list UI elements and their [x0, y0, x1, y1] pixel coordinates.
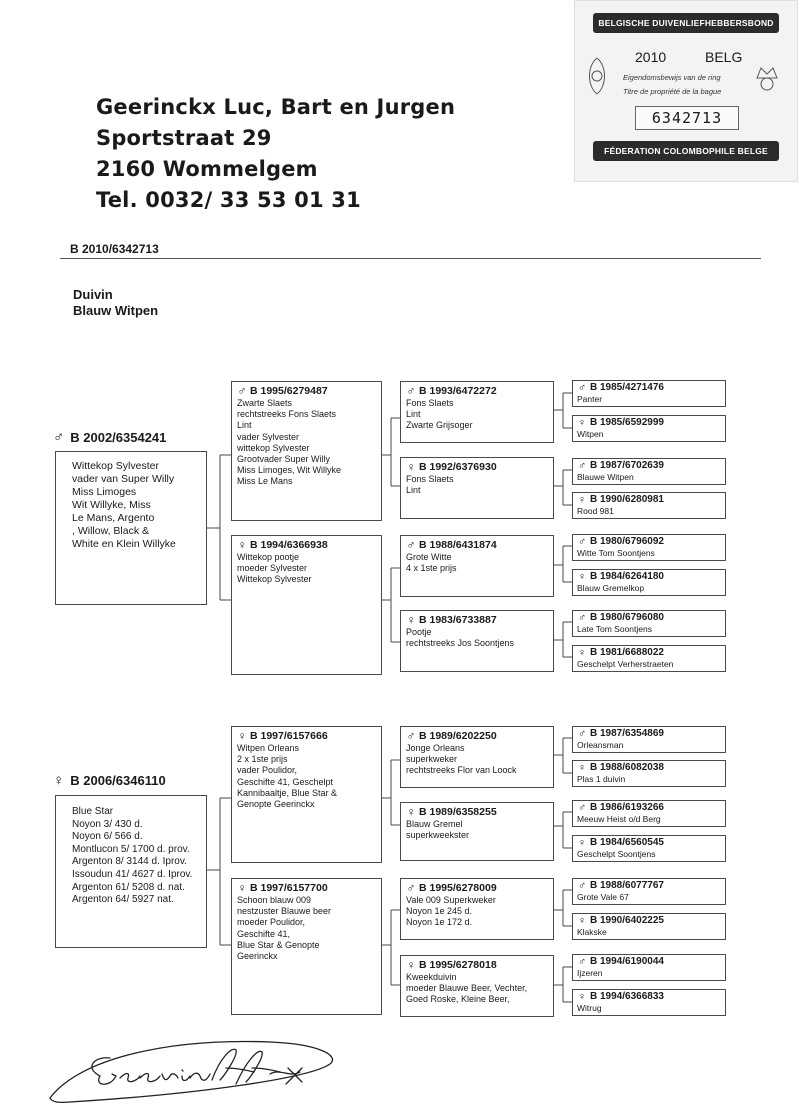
gen5-ring: B 1994/6366833: [590, 991, 664, 1002]
gen5-name: Orleansman: [577, 740, 624, 750]
gen4-box: [400, 878, 554, 940]
dam-line: Blue Star: [72, 806, 114, 817]
gen5-ring: B 1988/6082038: [590, 762, 664, 773]
female-icon: ♀: [237, 881, 247, 895]
gen3-line: Geschifte 41, Geschelpt: [237, 776, 334, 787]
gen5-name: Meeuw Heist o/d Berg: [577, 814, 661, 824]
gen5-name: Witpen: [577, 429, 604, 439]
gen3-line: Lint: [237, 420, 252, 431]
gen5-box: [572, 954, 726, 981]
gen3-line: Wittekop pootje: [237, 552, 300, 562]
male-icon: ♂: [577, 536, 587, 548]
male-icon: ♂: [577, 956, 587, 968]
female-icon: ♀: [406, 958, 416, 972]
gen3-ring: B 1997/6157666: [250, 730, 328, 742]
gen4-line: Jonge Orleans: [406, 743, 465, 753]
gen5-box: [572, 800, 726, 827]
gen4-ring: B 1995/6278009: [419, 882, 497, 894]
male-icon: ♂: [237, 384, 247, 398]
gen5-ring: B 1980/6796080: [590, 612, 664, 623]
gen3-line: nestzuster Blauwe beer: [237, 906, 332, 917]
male-icon: ♂: [406, 729, 416, 743]
gen3-line: vader Poulidor,: [237, 765, 298, 776]
gen5-name: Blauwe Witpen: [577, 472, 634, 482]
gen3-box: [231, 535, 382, 675]
gen5-ring: B 1990/6402225: [590, 915, 664, 926]
gen4-line: rechtstreeks Jos Soontjens: [406, 638, 515, 649]
dam-line: Issoudun 41/ 4627 d. Iprov.: [72, 868, 193, 880]
gen5-ring: B 1985/6592999: [590, 417, 664, 428]
gen3-line: Geschifte 41,: [237, 928, 291, 939]
sire-line: vader van Super Willy: [72, 473, 175, 485]
sire-line: Miss Limoges: [72, 486, 137, 498]
gen4-line: Zwarte Grijsoger: [406, 420, 473, 431]
gen4-box: [400, 726, 554, 788]
dam-line: Argenton 64/ 5927 nat.: [72, 894, 174, 906]
bird-sex: Duivin: [73, 287, 113, 302]
gen4-line: Blauw Gremel: [406, 819, 463, 829]
female-icon: ♀: [406, 460, 416, 474]
sire-line: Wit Willyke, Miss: [72, 499, 151, 511]
female-icon: ♀: [406, 805, 416, 819]
female-icon: ♀: [406, 613, 416, 627]
gen3-line: moeder Sylvester: [237, 563, 308, 574]
gen3-ring: B 1994/6366938: [250, 539, 328, 551]
gen5-name: Blauw Gremelkop: [577, 583, 645, 593]
gen4-ring: B 1993/6472272: [419, 385, 497, 397]
sire-line: , Willow, Black &: [72, 525, 150, 537]
gen4-line: 4 x 1ste prijs: [406, 563, 457, 574]
bird-color: Blauw Witpen: [73, 303, 159, 318]
gen5-ring: B 1990/6280981: [590, 494, 664, 505]
owner-street: Sportstraat 29: [96, 126, 272, 150]
gen4-ring: B 1988/6431874: [419, 539, 497, 551]
handwritten-signature: [40, 1028, 350, 1108]
gen4-line: Vale 009 Superkweker: [406, 895, 496, 905]
gen5-name: Klakske: [577, 927, 607, 937]
gen4-ring: B 1983/6733887: [419, 614, 497, 626]
gen5-name: Witrug: [577, 1003, 602, 1013]
gen4-ring: B 1992/6376930: [419, 461, 497, 473]
certificate-number: 6342713: [635, 106, 739, 130]
gen5-name: Grote Vale 67: [577, 892, 629, 902]
gen3-box: [231, 726, 382, 863]
gen5-name: Late Tom Soontjens: [577, 624, 652, 634]
gen3-ring: B 1997/6157700: [250, 882, 328, 894]
gen4-box: [400, 610, 554, 672]
gen3-line: Miss Limoges, Wit Willyke: [237, 465, 342, 476]
gen5-ring: B 1984/6264180: [590, 571, 664, 582]
gen5-ring: B 1980/6796092: [590, 536, 664, 547]
gen3-line: Wittekop Sylvester: [237, 574, 312, 585]
dam-line: Argenton 61/ 5208 d. nat.: [72, 881, 185, 893]
female-icon: ♀: [577, 571, 587, 583]
certificate-org-fr: FÉDERATION COLOMBOPHILE BELGE: [593, 141, 779, 161]
gen3-line: 2 x 1ste prijs: [237, 754, 288, 765]
male-icon: ♂: [406, 538, 416, 552]
female-icon: ♀: [577, 991, 587, 1003]
gen5-box: [572, 760, 726, 787]
gen5-name: Geschelpt Verherstraeten: [577, 659, 674, 669]
gen3-line: Genopte Geerinckx: [237, 799, 315, 810]
female-icon: ♀: [577, 417, 587, 429]
gen5-box: [572, 569, 726, 596]
dam-line: Noyon 3/ 430 d.: [72, 818, 143, 830]
owner-city: 2160 Wommelgem: [96, 157, 318, 181]
gen4-box: [400, 802, 554, 861]
dam-header: [53, 772, 166, 789]
gen5-ring: B 1986/6193266: [590, 802, 664, 813]
female-icon: ♀: [577, 762, 587, 774]
sire-line: Wittekop Sylvester: [72, 460, 159, 472]
gen5-box: [572, 835, 726, 862]
gen5-box: [572, 878, 726, 905]
gen5-box: [572, 610, 726, 637]
gen5-ring: B 1985/4271476: [590, 382, 664, 393]
female-icon: ♀: [577, 494, 587, 506]
female-icon: ♀: [577, 647, 587, 659]
certificate-year: 2010: [635, 49, 667, 65]
gen4-line: moeder Blauwe Beer, Vechter,: [406, 983, 528, 994]
certificate-org-nl: BELGISCHE DUIVENLIEFHEBBERSBOND: [593, 13, 779, 33]
gen3-line: Miss Le Mans: [237, 476, 293, 487]
gen5-ring: B 1988/6077767: [590, 880, 664, 891]
dam-line: Noyon 6/ 566 d.: [72, 831, 143, 843]
sire-ring: B 2002/6354241: [70, 430, 167, 445]
sire-header: [53, 429, 166, 446]
gen3-line: Schoon blauw 009: [237, 895, 312, 905]
dam-line: Montlucon 5/ 1700 d. prov.: [72, 843, 190, 855]
male-icon: ♂: [406, 384, 416, 398]
gen3-line: rechtstreeks Fons Slaets: [237, 409, 337, 420]
gen3-line: wittekop Sylvester: [237, 442, 310, 453]
male-icon: ♂: [577, 612, 587, 624]
gen5-ring: B 1994/6190044: [590, 956, 664, 967]
gen4-ring: B 1989/6202250: [419, 730, 497, 742]
gen5-ring: B 1987/6354869: [590, 728, 664, 739]
gen4-line: Kweekduivin: [406, 972, 457, 982]
female-icon: ♀: [237, 538, 247, 552]
female-icon: ♀: [577, 837, 587, 849]
gen5-ring: B 1984/6560545: [590, 837, 664, 848]
owner-name: Geerinckx Luc, Bart en Jurgen: [96, 95, 456, 119]
gen4-line: Pootje: [406, 627, 432, 637]
male-icon: ♂: [406, 881, 416, 895]
male-icon: ♂: [577, 802, 587, 814]
gen3-line: Blue Star & Genopte: [237, 939, 320, 950]
female-icon: ♀: [577, 915, 587, 927]
gen5-box: [572, 913, 726, 940]
gen5-name: Rood 981: [577, 506, 614, 516]
gen3-line: Grootvader Super Willy: [237, 454, 331, 465]
sire-box: [55, 451, 207, 605]
female-icon: ♀: [53, 772, 65, 789]
gen5-box: [572, 380, 726, 407]
owner-phone: Tel. 0032/ 33 53 01 31: [96, 188, 361, 212]
gen3-line: moeder Poulidor,: [237, 917, 306, 928]
gen5-name: Plas 1 duivin: [577, 774, 626, 784]
gen3-line: Kannibaaltje, Blue Star &: [237, 787, 338, 798]
gen4-line: Noyon 1e 172 d.: [406, 917, 473, 928]
gen5-box: [572, 492, 726, 519]
gen4-line: superkweekster: [406, 830, 470, 841]
certificate-sub-nl: Eigendomsbewijs van de ring: [623, 73, 721, 82]
female-icon: ♀: [237, 729, 247, 743]
male-icon: ♂: [577, 880, 587, 892]
gen3-box: [231, 381, 382, 521]
gen5-box: [572, 645, 726, 672]
gen5-name: Ijzeren: [577, 968, 603, 978]
gen4-line: Goed Roske, Kleine Beer,: [406, 994, 510, 1005]
gen4-box: [400, 535, 554, 597]
certificate-country: BELG: [705, 49, 743, 65]
gen5-box: [572, 534, 726, 561]
gen5-box: [572, 989, 726, 1016]
gen4-line: Grote Witte: [406, 552, 452, 562]
gen5-name: Geschelpt Soontjens: [577, 849, 656, 859]
gen3-ring: B 1995/6279487: [250, 385, 328, 397]
gen4-ring: B 1989/6358255: [419, 806, 497, 818]
sire-line: Le Mans, Argento: [72, 512, 155, 524]
gen4-line: Lint: [406, 409, 421, 420]
male-icon: ♂: [577, 728, 587, 740]
gen3-line: Zwarte Slaets: [237, 398, 293, 408]
gen4-box: [400, 955, 554, 1017]
male-icon: ♂: [577, 382, 587, 394]
dam-ring: B 2006/6346110: [70, 773, 166, 788]
male-icon: ♂: [53, 429, 65, 446]
sire-line: White en Klein Willyke: [72, 538, 176, 550]
gen4-ring: B 1995/6278018: [419, 959, 497, 971]
gen5-box: [572, 726, 726, 753]
gen3-line: Geerinckx: [237, 951, 278, 962]
gen4-line: Noyon 1e 245 d.: [406, 906, 473, 917]
gen3-box: [231, 878, 382, 1015]
bird-ring-number: B 2010/6342713: [70, 242, 159, 256]
gen5-ring: B 1981/6688022: [590, 647, 664, 658]
dam-line: Argenton 8/ 3144 d. Iprov.: [72, 856, 187, 868]
certificate-sub-fr: Titre de propriété de la bague: [623, 87, 722, 96]
gen4-line: superkweker: [406, 754, 458, 765]
gen3-line: Witpen Orleans: [237, 743, 300, 753]
male-icon: ♂: [577, 460, 587, 472]
gen5-ring: B 1987/6702639: [590, 460, 664, 471]
gen5-name: Witte Tom Soontjens: [577, 548, 655, 558]
dam-box: [55, 795, 207, 948]
gen5-box: [572, 458, 726, 485]
gen4-line: Fons Slaets: [406, 474, 454, 484]
gen4-line: Lint: [406, 485, 421, 496]
gen4-box: [400, 457, 554, 519]
gen4-line: rechtstreeks Flor van Loock: [406, 765, 517, 776]
gen5-name: Panter: [577, 394, 603, 404]
gen3-line: vader Sylvester: [237, 431, 300, 442]
gen4-line: Fons Slaets: [406, 398, 454, 408]
gen5-box: [572, 415, 726, 442]
gen4-box: [400, 381, 554, 443]
